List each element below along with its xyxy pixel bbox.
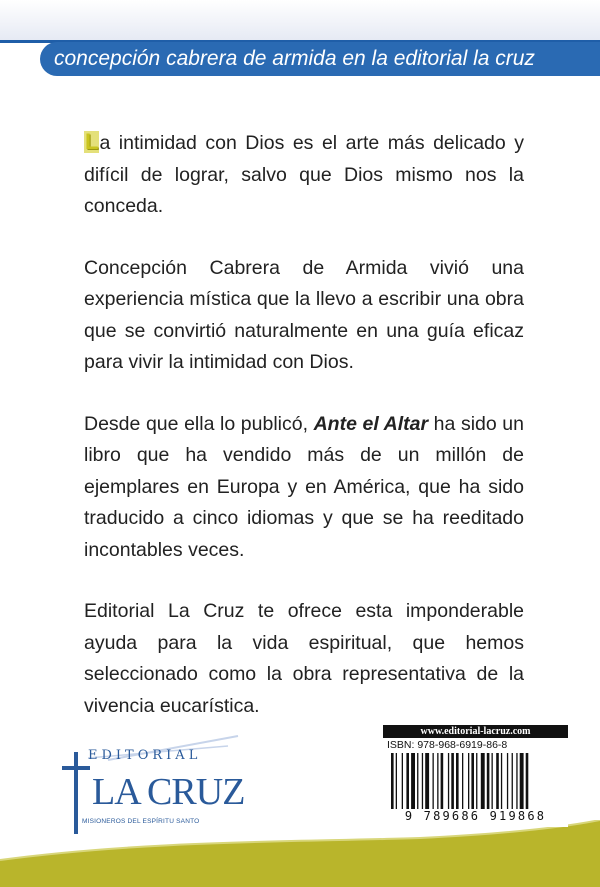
barcode-bars bbox=[391, 753, 561, 809]
publisher-logo bbox=[48, 728, 248, 838]
drop-cap: L bbox=[85, 129, 99, 154]
paragraph-1 bbox=[84, 128, 524, 223]
logo-editorial-word: EDITORIAL bbox=[88, 748, 202, 763]
paragraph-1-text: a intimidad con Dios es el arte más delicado y difícil de lograr, salvo que Dios mismo nos la conceda. bbox=[84, 132, 524, 217]
top-band bbox=[0, 0, 600, 43]
logo-tagline: MISIONEROS DEL ESPÍRITU SANTO bbox=[82, 818, 200, 825]
paragraph-2: Concepción Cabrera de Armida vivió una experiencia mística que la llevo a escribir una obra que se convirtió naturalmente en una guía eficaz para vivir la intimidad con Dios. bbox=[84, 256, 524, 373]
book-title: Ante el Altar bbox=[313, 412, 429, 435]
paragraph-3-before: Desde que ella lo publicó, bbox=[84, 412, 314, 435]
paragraph-3 bbox=[84, 409, 524, 567]
header-banner: concepción cabrera de armida en la editorial la cruz bbox=[40, 42, 600, 76]
isbn-label: ISBN: 978-968-6919-86-8 bbox=[387, 739, 508, 751]
barcode-block bbox=[383, 725, 568, 827]
back-cover-text bbox=[84, 128, 524, 752]
logo-name: LA CRUZ bbox=[92, 771, 245, 813]
barcode-number: 9 789686 919868 bbox=[404, 809, 547, 823]
website-url: www.editorial-lacruz.com bbox=[383, 725, 568, 738]
paragraph-4: Editorial La Cruz te ofrece esta imponderable ayuda para la vida espiritual, que hemos seleccionado como la obra representativa de la vivencia eucarística. bbox=[84, 600, 524, 717]
paragraph-3-after: ha sido un libro que ha vendido más de un millón de ejemplares en Europa y en América, que ha sido traducido a cinco idiomas y que se ha reeditado incontables veces. bbox=[84, 412, 524, 561]
